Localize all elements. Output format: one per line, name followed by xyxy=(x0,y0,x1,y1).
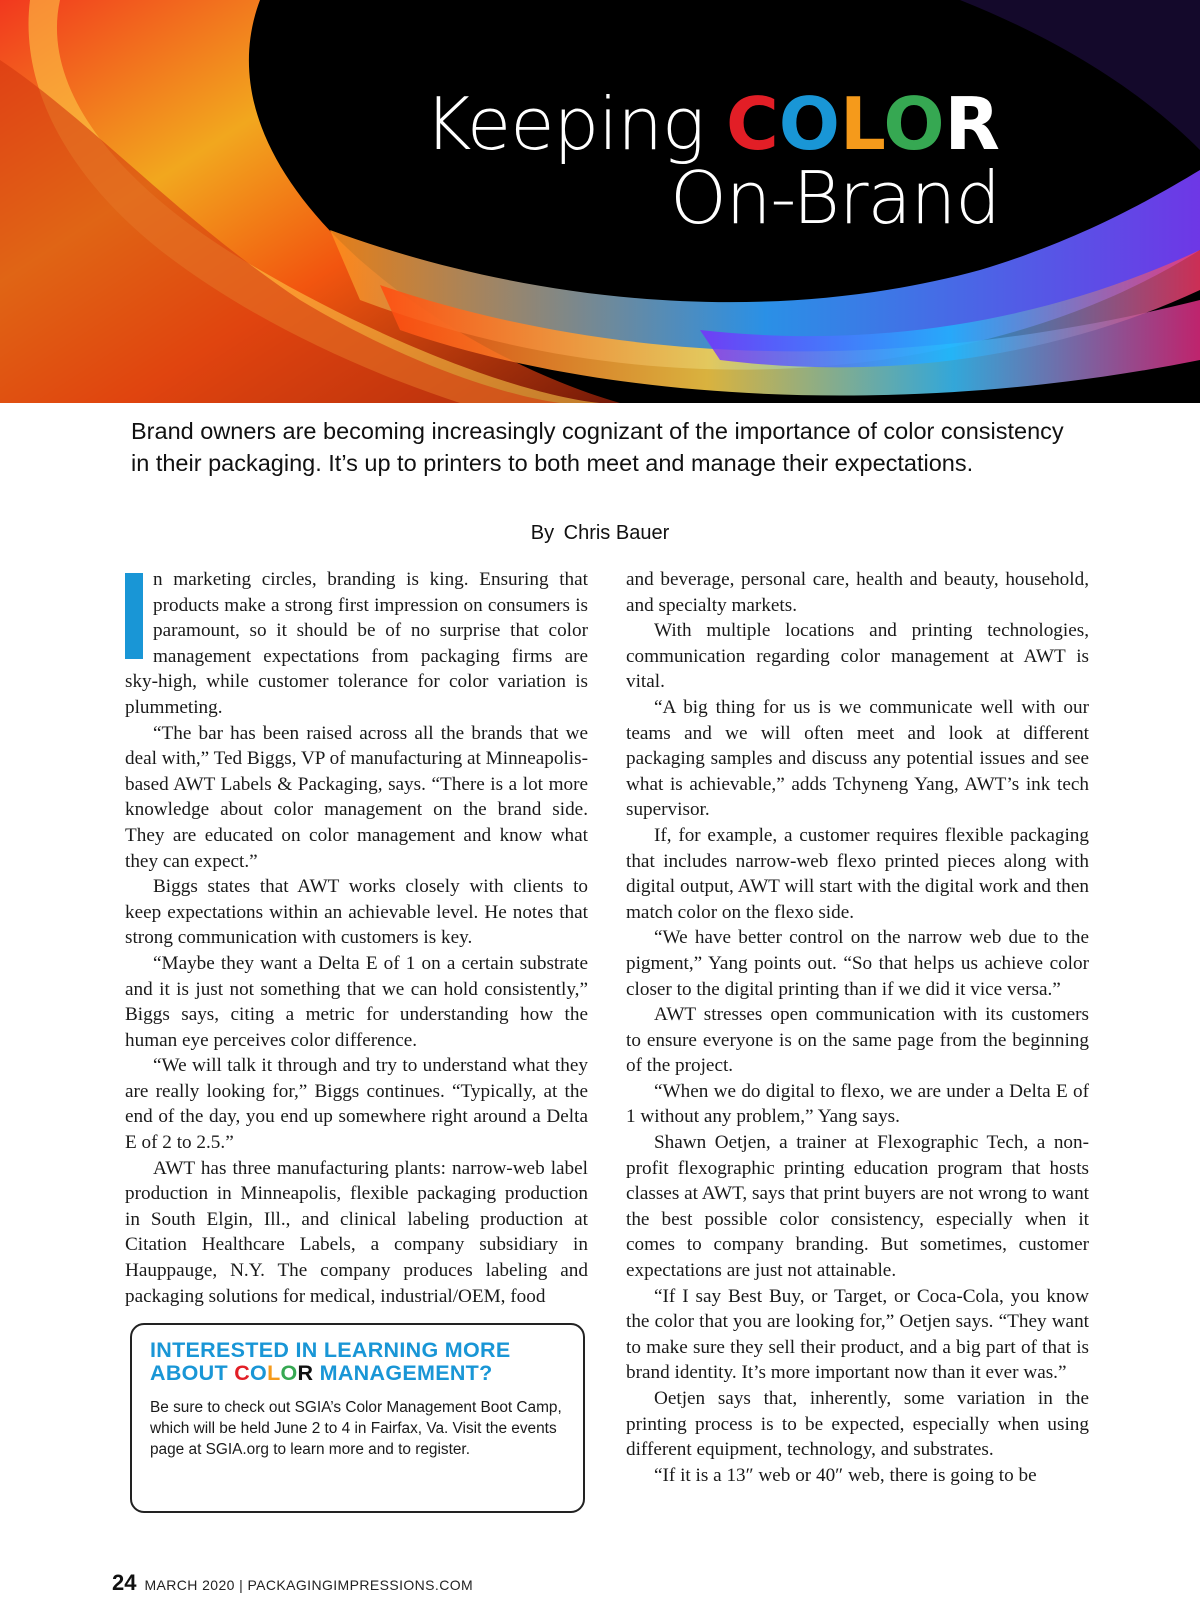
paragraph: “A big thing for us is we communicate well with our teams and we will often meet and look at different packaging samples and discuss any potential issues and see what is achievable,” adds Tchyneng Yang, AWT’s ink tech supervisor. xyxy=(626,696,1089,821)
sidebar-heading-post: MANAGEMENT? xyxy=(313,1361,493,1385)
hero-banner xyxy=(0,0,1200,403)
sidebar-heading-pre: ABOUT xyxy=(150,1361,235,1385)
paragraph: AWT stresses open communication with its customers to ensure everyone is on the same page from the beginning of the project. xyxy=(626,1004,1089,1077)
title-line-1 xyxy=(424,82,1000,166)
paragraph: and beverage, personal care, health and beauty, household, and specialty markets. xyxy=(626,569,1089,616)
article-column-right xyxy=(626,567,1089,1488)
sidebar-box xyxy=(130,1323,585,1513)
title-color-word xyxy=(726,82,1000,166)
paragraph: Oetjen says that, inherently, some variation in the printing process is to be expected, especially when using different equipment, technology, and substrates. xyxy=(626,1388,1089,1461)
paragraph: Shawn Oetjen, a trainer at Flexographic Tech, a non-profit flexographic printing education program that hosts classes at AWT, says that print buyers are not wrong to want the best possible color consistency, especially when it comes to company branding. But sometimes, customer expectations are just not attainable. xyxy=(626,1132,1089,1282)
paragraph: n marketing circles, branding is king. Ensuring that products make a strong first impression on consumers is paramount, so it should be of no surprise that color management expectations from packaging firms are sky-high, while customer tolerance for color variation is plummeting. xyxy=(125,569,588,718)
sidebar-heading xyxy=(150,1339,565,1385)
heading-letter: C xyxy=(234,1361,251,1385)
drop-cap-letter xyxy=(125,573,143,659)
title-letter: L xyxy=(840,82,884,166)
heading-letter: R xyxy=(297,1361,314,1385)
title-line-1-text: Keeping xyxy=(424,82,726,166)
paragraph: If, for example, a customer requires flexible packaging that includes narrow-web flexo printed pieces along with digital output, AWT will start with the digital work and then match color on the flexo side. xyxy=(626,824,1089,923)
byline-author: Chris Bauer xyxy=(563,522,670,544)
sidebar-body: Be sure to check out SGIA’s Color Management Boot Camp, which will be held June 2 to 4 in Fairfax, Va. Visit the events page at SGIA.org to learn more and to register. xyxy=(150,1399,562,1458)
title-letter: O xyxy=(778,82,841,166)
title-line-2: On-Brand xyxy=(670,156,1000,240)
title-letter: R xyxy=(944,82,1000,166)
byline xyxy=(0,522,1200,545)
heading-letter: L xyxy=(267,1361,281,1385)
article-column-left xyxy=(125,567,588,1309)
article-title xyxy=(424,82,1000,240)
title-letter: O xyxy=(883,82,945,166)
paragraph: “We have better control on the narrow web due to the pigment,” Yang points out. “So that helps us achieve color closer to the digital printing than if we did it vice versa.” xyxy=(626,927,1089,1000)
heading-letter: O xyxy=(250,1361,268,1385)
heading-letter: O xyxy=(280,1361,298,1385)
drop-cap xyxy=(125,573,143,659)
byline-prefix: By xyxy=(530,522,555,544)
paragraph: AWT has three manufacturing plants: narrow-web label production in Minneapolis, flexible packaging production in South Elgin, Ill., and clinical labeling production at Citation Healthcare Labels, a company subsidiary in Hauppauge, N.Y. The company produces labeling and packaging solutions for medical, industrial/OEM, food xyxy=(125,1157,588,1307)
paragraph: “The bar has been raised across all the brands that we deal with,” Ted Biggs, VP of manufacturing at Minneapolis-based AWT Labels & Packaging, says. “There is a lot more knowledge about color management on the brand side. They are educated on color management and know what they can expect.” xyxy=(125,722,588,872)
page-footer xyxy=(112,1570,473,1596)
paragraph: With multiple locations and printing technologies, communication regarding color management at AWT is vital. xyxy=(626,620,1089,693)
paragraph: “If it is a 13″ web or 40″ web, there is going to be xyxy=(654,1464,1037,1486)
sidebar-heading-line-1: INTERESTED IN LEARNING MORE xyxy=(150,1338,511,1362)
page-number: 24 xyxy=(112,1570,137,1595)
paragraph: “When we do digital to flexo, we are under a Delta E of 1 without any problem,” Yang says. xyxy=(626,1080,1089,1128)
paragraph: “If I say Best Buy, or Target, or Coca-Cola, you know the color that you are looking for,” Oetjen says. “They want to make sure they sell their product, and a big part of that is brand identity. It’s more important now than it ever was.” xyxy=(626,1285,1089,1384)
footer-text: MARCH 2020 | PACKAGINGIMPRESSIONS.COM xyxy=(144,1577,474,1593)
title-letter: C xyxy=(725,82,779,166)
paragraph: “We will talk it through and try to understand what they are really looking for,” Biggs continues. “Typically, at the end of the day, you end up somewhere right around a Delta E of 2 to 2.5.” xyxy=(125,1055,588,1154)
paragraph: “Maybe they want a Delta E of 1 on a certain substrate and it is just not something that we can hold consistently,” Biggs says, citing a metric for understanding how the human eye perceives color difference. xyxy=(125,952,588,1051)
paragraph: Biggs states that AWT works closely with clients to keep expectations within an achievable level. He notes that strong communication with customers is key. xyxy=(125,876,588,949)
sidebar-heading-line-2 xyxy=(150,1362,565,1385)
article-deck: Brand owners are becoming increasingly cognizant of the importance of color consistency in their packaging. It’s up to printers to both meet and manage their expectations. xyxy=(131,418,1064,476)
